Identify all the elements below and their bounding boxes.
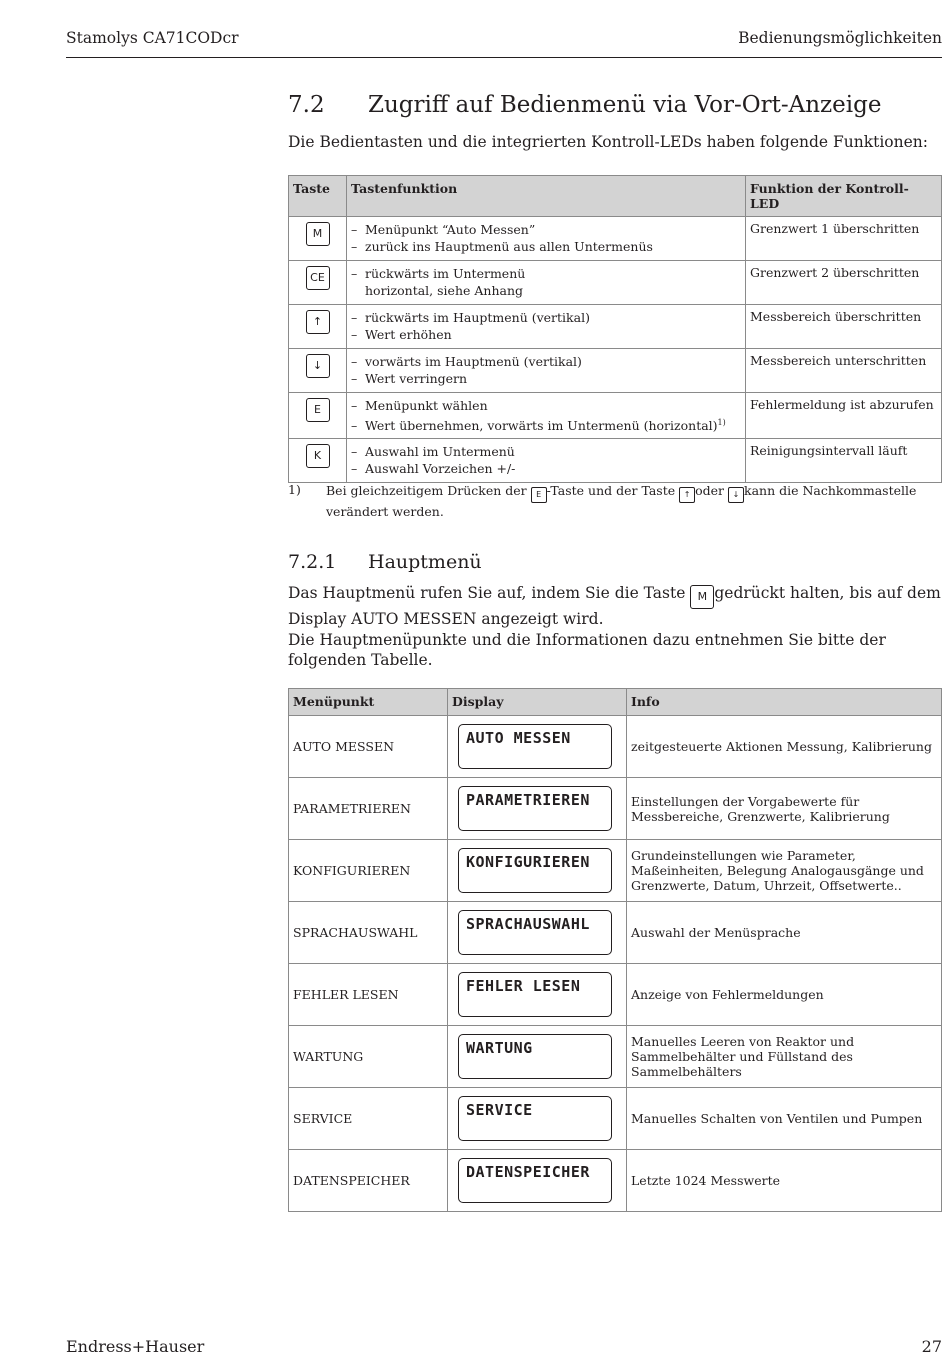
column-header-info: Info xyxy=(627,689,942,716)
column-header-key: Taste xyxy=(289,176,347,217)
table-row xyxy=(289,1026,942,1088)
table-row xyxy=(289,902,942,964)
table-row: ↑ – rückwärts im Hauptmenü (vertikal) – Wert erhöhen Messbereich überschritten xyxy=(289,305,942,349)
led-function: Fehlermeldung ist abzurufen xyxy=(746,393,942,439)
key-function-line: Wert erhöhen xyxy=(365,327,452,342)
column-header-menu-item: Menüpunkt xyxy=(289,689,448,716)
key-ce-icon: CE xyxy=(306,266,330,290)
page-number: 27 xyxy=(921,1337,942,1356)
subsection-title: Hauptmenü xyxy=(368,551,482,573)
key-m-icon: M xyxy=(306,222,330,246)
menu-item: WARTUNG xyxy=(289,1026,448,1088)
table-row: M – Menüpunkt “Auto Messen” – zurück ins Hauptmenü aus allen Untermenüs Grenzwert 1 überschritten xyxy=(289,217,942,261)
lcd-display: AUTO MESSEN xyxy=(458,724,612,769)
column-header-led: Funktion der Kontroll-LED xyxy=(746,176,942,217)
table-row xyxy=(289,964,942,1026)
lcd-display: SPRACHAUSWAHL xyxy=(458,910,612,955)
header-chapter: Bedienungsmöglichkeiten xyxy=(738,29,942,47)
key-function-line: Auswahl Vorzeichen +/- xyxy=(365,461,516,477)
led-function: Reinigungsintervall läuft xyxy=(746,439,942,483)
menu-info: Letzte 1024 Messwerte xyxy=(627,1150,942,1212)
column-header-display: Display xyxy=(448,689,627,716)
lcd-display: SERVICE xyxy=(458,1096,612,1141)
section-number: 7.2 xyxy=(288,92,325,118)
table-row xyxy=(289,1150,942,1212)
menu-item: PARAMETRIEREN xyxy=(289,778,448,840)
key-m-icon: M xyxy=(690,585,714,609)
arrow-up-icon: ↑ xyxy=(306,310,330,334)
menu-item: KONFIGURIEREN xyxy=(289,840,448,902)
menu-info: Auswahl der Menüsprache xyxy=(627,902,942,964)
key-e-icon: E xyxy=(531,487,547,503)
footnote-number: 1) xyxy=(288,482,301,497)
table-row xyxy=(289,840,942,902)
lcd-display: KONFIGURIEREN xyxy=(458,848,612,893)
key-function-line: Wert übernehmen, vorwärts im Untermenü (horizontal) xyxy=(365,418,718,434)
header-product: Stamolys CA71CODcr xyxy=(66,29,239,47)
menu-info: Anzeige von Fehlermeldungen xyxy=(627,964,942,1026)
led-function: Messbereich überschritten xyxy=(746,305,942,349)
menu-item: SERVICE xyxy=(289,1088,448,1150)
menu-item: FEHLER LESEN xyxy=(289,964,448,1026)
subsection-paragraph: Das Hauptmenü rufen Sie auf, indem Sie die Taste M gedrückt halten, bis auf dem Display AUTO MESSEN angezeigt wird. Die Hauptmenüpunkte und die Informationen dazu entnehmen Sie bitte der folgenden Tabelle. xyxy=(288,584,941,669)
menu-item: AUTO MESSEN xyxy=(289,716,448,778)
footer-brand: Endress+Hauser xyxy=(66,1337,205,1356)
lcd-display: FEHLER LESEN xyxy=(458,972,612,1017)
menu-info: Einstellungen der Vorgabewerte für Messbereiche, Grenzwerte, Kalibrierung xyxy=(627,778,942,840)
subsection-heading xyxy=(288,551,482,573)
table-row: CE – rückwärts im Untermenü horizontal, siehe Anhang Grenzwert 2 überschritten xyxy=(289,261,942,305)
key-function-line: Wert verringern xyxy=(365,371,468,386)
table-row xyxy=(289,1088,942,1150)
main-menu-table xyxy=(288,688,942,1212)
led-function: Grenzwert 2 überschritten xyxy=(746,261,942,305)
arrow-down-icon: ↓ xyxy=(728,487,744,503)
key-function-line: vorwärts im Hauptmenü (vertikal) xyxy=(365,354,582,369)
footnote-reference: 1) xyxy=(717,418,726,427)
section-intro: Die Bedientasten und die integrierten Kontroll-LEDs haben folgende Funktionen: xyxy=(288,133,928,151)
menu-item: SPRACHAUSWAHL xyxy=(289,902,448,964)
lcd-display: DATENSPEICHER xyxy=(458,1158,612,1203)
table-row xyxy=(289,778,942,840)
lcd-display: WARTUNG xyxy=(458,1034,612,1079)
arrow-down-icon: ↓ xyxy=(306,354,330,378)
led-function: Messbereich unterschritten xyxy=(746,349,942,393)
section-heading xyxy=(288,92,881,118)
key-function-line: zurück ins Hauptmenü aus allen Untermenüs xyxy=(365,239,653,254)
key-function-line: rückwärts im Untermenü xyxy=(365,266,526,281)
section-title: Zugriff auf Bedienmenü via Vor-Ort-Anzeige xyxy=(368,92,882,118)
lcd-display: PARAMETRIEREN xyxy=(458,786,612,831)
menu-info: Grundeinstellungen wie Parameter, Maßeinheiten, Belegung Analogausgänge und Grenzwerte, Datum, Uhrzeit, Offsetwerte.. xyxy=(627,840,942,902)
key-function-line: horizontal, siehe Anhang xyxy=(365,283,523,298)
footnote-text: Bei gleichzeitigem Drücken der E -Taste und der Taste ↑ oder ↓ kann die Nachkommastelle verändert werden. xyxy=(326,483,917,519)
key-function-line: Auswahl im Untermenü xyxy=(365,444,515,460)
menu-info: Manuelles Schalten von Ventilen und Pumpen xyxy=(627,1088,942,1150)
menu-info: zeitgesteuerte Aktionen Messung, Kalibrierung xyxy=(627,716,942,778)
menu-info: Manuelles Leeren von Reaktor und Sammelbehälter und Füllstand des Sammelbehälters xyxy=(627,1026,942,1088)
table-row: K – Auswahl im Untermenü – Auswahl Vorzeichen +/- Reinigungsintervall läuft xyxy=(289,439,942,483)
table-header-row xyxy=(289,176,942,217)
column-header-function: Tastenfunktion xyxy=(347,176,746,217)
key-k-icon: K xyxy=(306,444,330,468)
key-function-line: rückwärts im Hauptmenü (vertikal) xyxy=(365,310,590,325)
arrow-up-icon: ↑ xyxy=(679,487,695,503)
key-function-line: Menüpunkt wählen xyxy=(365,398,488,413)
key-e-icon: E xyxy=(306,398,330,422)
menu-item: DATENSPEICHER xyxy=(289,1150,448,1212)
subsection-number: 7.2.1 xyxy=(288,551,337,573)
table-row: ↓ – vorwärts im Hauptmenü (vertikal) – Wert verringern Messbereich unterschritten xyxy=(289,349,942,393)
key-function-line: Menüpunkt “Auto Messen” xyxy=(365,222,536,237)
keys-table xyxy=(288,175,942,483)
table-row xyxy=(289,716,942,778)
page-header xyxy=(66,27,942,58)
table-row: E – Menüpunkt wählen – Wert übernehmen, vorwärts im Untermenü (horizontal)$^{1)}$ Fehlermeldung ist abzurufen xyxy=(289,393,942,439)
table-header-row xyxy=(289,689,942,716)
led-function: Grenzwert 1 überschritten xyxy=(746,217,942,261)
